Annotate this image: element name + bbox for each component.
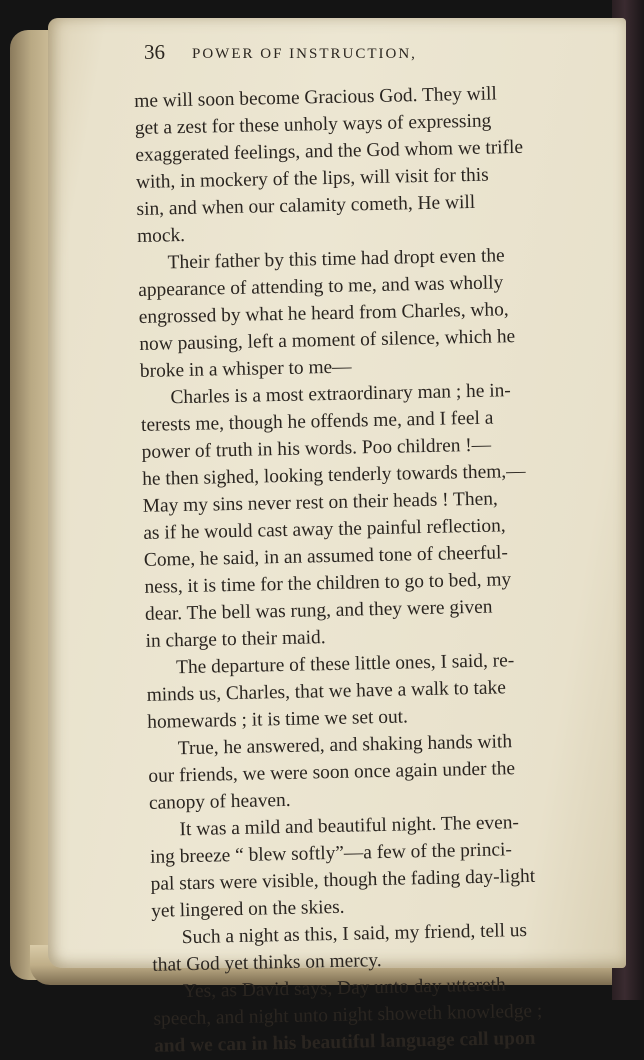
page-number: 36 bbox=[144, 40, 165, 64]
text-line: broke in a whisper to me— bbox=[139, 356, 352, 382]
text-line: power of truth in his words. Poo children !— bbox=[141, 434, 492, 463]
text-line: get a zest for these unholy ways of expressing bbox=[134, 110, 492, 139]
page-header bbox=[96, 40, 606, 70]
text-line: dear. The bell was rung, and they were given bbox=[144, 596, 493, 625]
text-line: Their father by this time had dropt even the bbox=[167, 245, 505, 274]
text-line: and we can in his beautiful language call upon bbox=[153, 1027, 536, 1057]
text-line: exaggerated feelings, and the God whom we trifle bbox=[135, 136, 524, 166]
text-line: Such a night as this, I said, my friend, tell us bbox=[181, 919, 528, 949]
text-line: me will soon become Gracious God. They will bbox=[134, 83, 498, 112]
text-line: It was a mild and beautiful night. The even- bbox=[179, 812, 520, 841]
text-line: ing breeze “ blew softly”—a few of the princi- bbox=[149, 839, 513, 868]
text-line: our friends, we were soon once again under the bbox=[148, 758, 516, 787]
text-line: he then sighed, looking tenderly towards them,— bbox=[141, 460, 526, 490]
text-line: sin, and when our calamity cometh, He will bbox=[136, 191, 476, 220]
text-line: Yes, as David says, Day unto day uttereth bbox=[182, 974, 506, 1003]
text-line: terests me, though he offends me, and I feel a bbox=[140, 407, 494, 436]
text-line: minds us, Charles, that we have a walk to take bbox=[146, 677, 507, 706]
text-line: engrossed by what he heard from Charles, who, bbox=[138, 299, 509, 328]
text-line: yet lingered on the skies. bbox=[151, 896, 345, 922]
text-line: pal stars were visible, though the fading day-light bbox=[150, 865, 536, 895]
text-line: appearance of attending to me, and was wholly bbox=[138, 272, 504, 301]
text-line: that God yet thinks on mercy. bbox=[152, 950, 382, 976]
text-line: in charge to their maid. bbox=[145, 627, 326, 652]
text-line: homewards ; it is time we set out. bbox=[147, 706, 409, 733]
text-line: True, he answered, and shaking hands with bbox=[177, 731, 513, 760]
text-line: The departure of these little ones, I said, re- bbox=[175, 650, 515, 679]
text-line: now pausing, left a moment of silence, which he bbox=[139, 326, 516, 355]
text-line: Come, he said, in an assumed tone of cheerful- bbox=[143, 542, 509, 571]
running-head: POWER OF INSTRUCTION, bbox=[192, 46, 417, 62]
text-line: with, in mockery of the lips, will visit for this bbox=[135, 164, 489, 193]
text-line: canopy of heaven. bbox=[148, 789, 291, 814]
text-line: Charles is a most extraordinary man ; he in- bbox=[170, 380, 511, 409]
text-line: as if he would cast away the painful reflection, bbox=[143, 515, 506, 544]
text-line: May my sins never rest on their heads ! Then, bbox=[142, 488, 498, 517]
text-line: mock. bbox=[136, 224, 186, 247]
body-text bbox=[134, 78, 610, 1059]
text-line: speech, and night unto night showeth knowledge ; bbox=[153, 1000, 543, 1030]
text-line: ness, it is time for the children to go to bed, my bbox=[144, 569, 512, 598]
